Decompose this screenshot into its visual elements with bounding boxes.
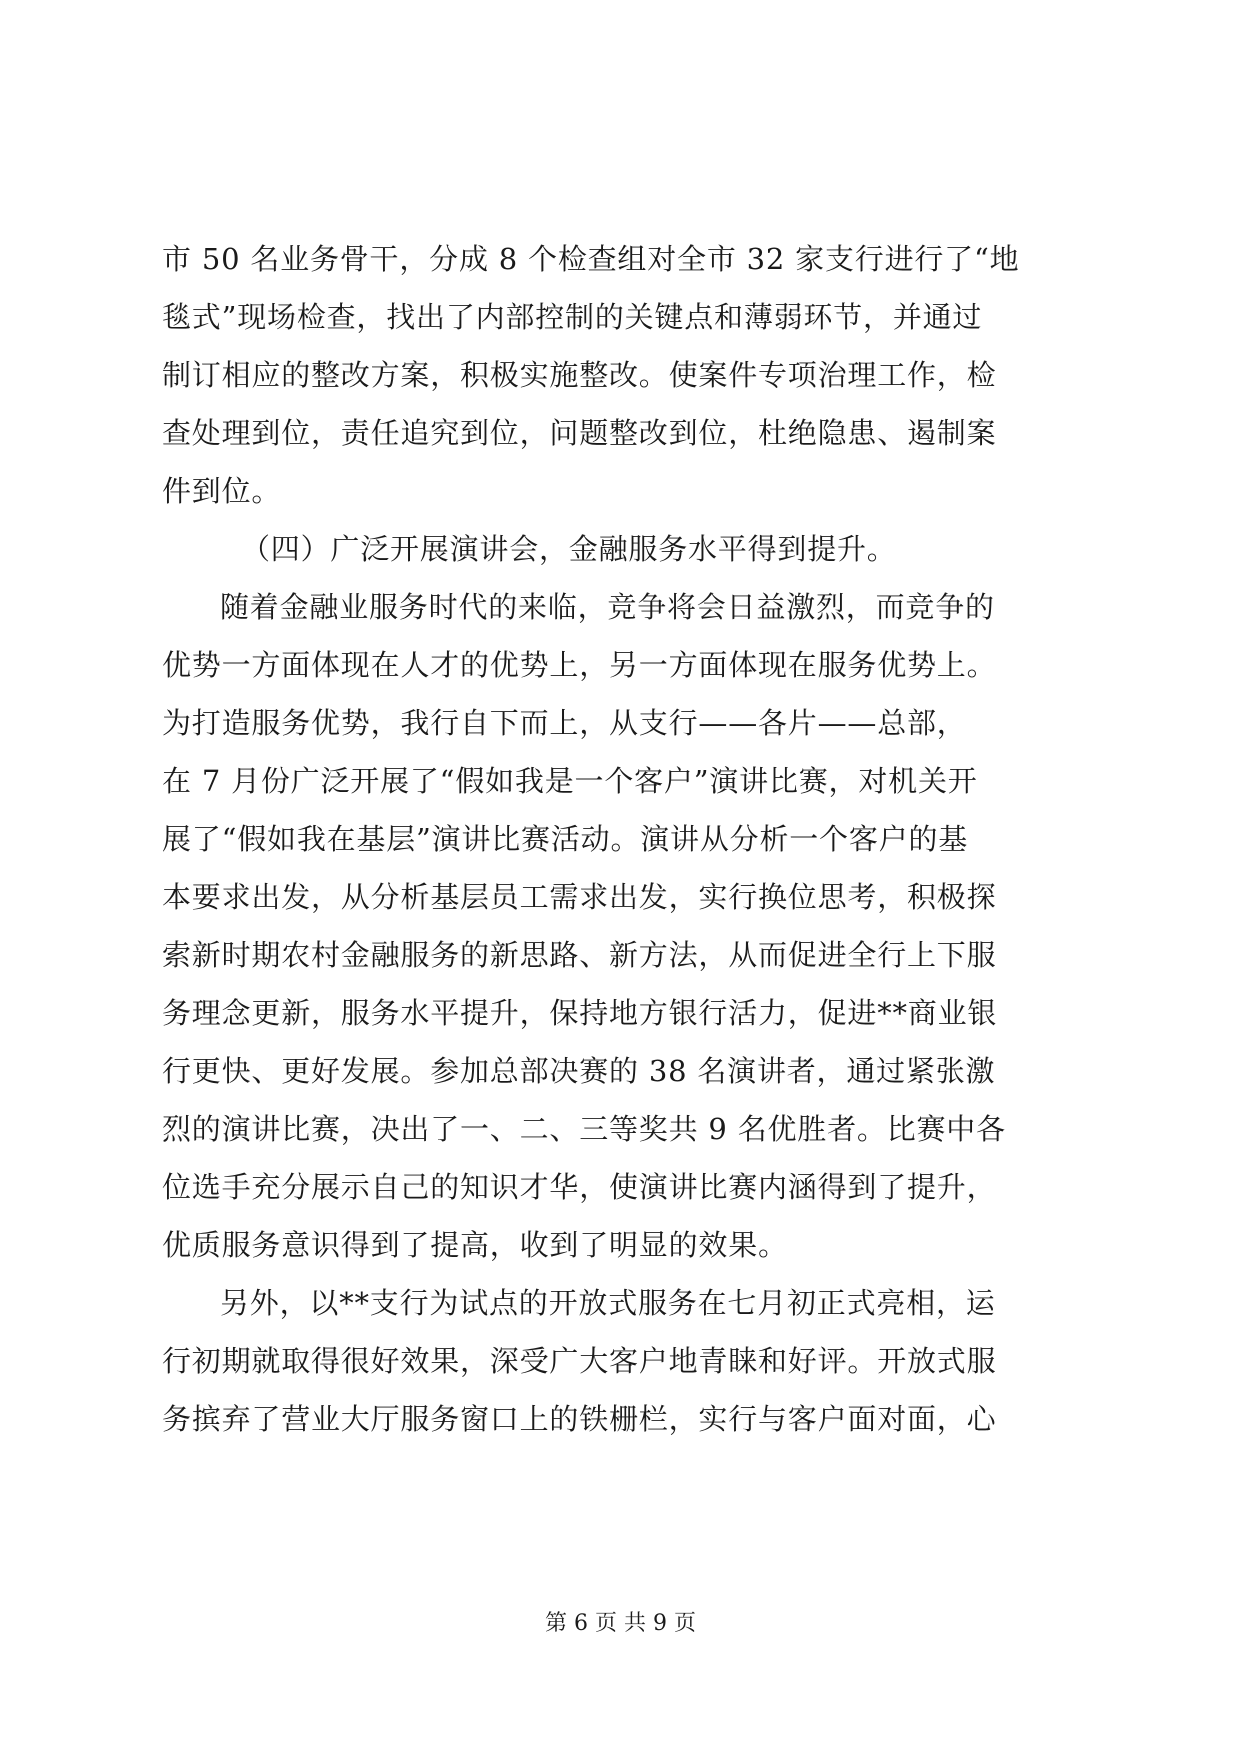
page-number-footer: 第 6 页 共 9 页 [545, 1611, 696, 1636]
body-text-line: 毯式”现场检查，找出了内部控制的关键点和薄弱环节，并通过 [162, 300, 983, 334]
body-text-line: 务摈弃了营业大厅服务窗口上的铁栅栏，实行与客户面对面，心 [162, 1402, 997, 1436]
body-text-line: 优势一方面体现在人才的优势上，另一方面体现在服务优势上。 [162, 648, 997, 682]
body-text-line: 位选手充分展示自己的知识才华，使演讲比赛内涵得到了提升， [162, 1170, 997, 1204]
body-text-line: 优质服务意识得到了提高，收到了明显的效果。 [162, 1228, 788, 1262]
body-text-line: 务理念更新，服务水平提升，保持地方银行活力，促进**商业银 [162, 996, 998, 1030]
body-text-line: 索新时期农村金融服务的新思路、新方法，从而促进全行上下服 [162, 938, 997, 972]
body-text-line: 行更快、更好发展。参加总部决赛的 38 名演讲者，通过紧张激 [162, 1054, 996, 1088]
body-text-line: 行初期就取得很好效果，深受广大客户地青睐和好评。开放式服 [162, 1344, 997, 1378]
body-text-line: 随着金融业服务时代的来临，竞争将会日益激烈，而竞争的 [220, 590, 995, 624]
body-text-line: 件到位。 [162, 474, 282, 508]
body-text-line: 在 7 月份广泛开展了“假如我是一个客户”演讲比赛，对机关开 [162, 764, 978, 798]
body-text-line: 为打造服务优势，我行自下而上，从支行——各片——总部， [162, 706, 967, 740]
body-text-line: 制订相应的整改方案，积极实施整改。使案件专项治理工作，检 [162, 358, 997, 392]
body-text-line: 展了“假如我在基层”演讲比赛活动。演讲从分析一个客户的基 [162, 822, 969, 856]
body-text-line: 烈的演讲比赛，决出了一、二、三等奖共 9 名优胜者。比赛中各 [162, 1112, 1006, 1146]
body-text-line: 另外，以**支行为试点的开放式服务在七月初正式亮相，运 [220, 1286, 996, 1320]
body-text-line: 市 50 名业务骨干，分成 8 个检查组对全市 32 家支行进行了“地 [162, 242, 1020, 276]
document-body [162, 230, 1082, 1448]
section-heading: （四）广泛开展演讲会，金融服务水平得到提升。 [241, 532, 897, 566]
body-text-line: 本要求出发，从分析基层员工需求出发，实行换位思考，积极探 [162, 880, 997, 914]
body-text-line: 查处理到位，责任追究到位，问题整改到位，杜绝隐患、遏制案 [162, 416, 997, 450]
